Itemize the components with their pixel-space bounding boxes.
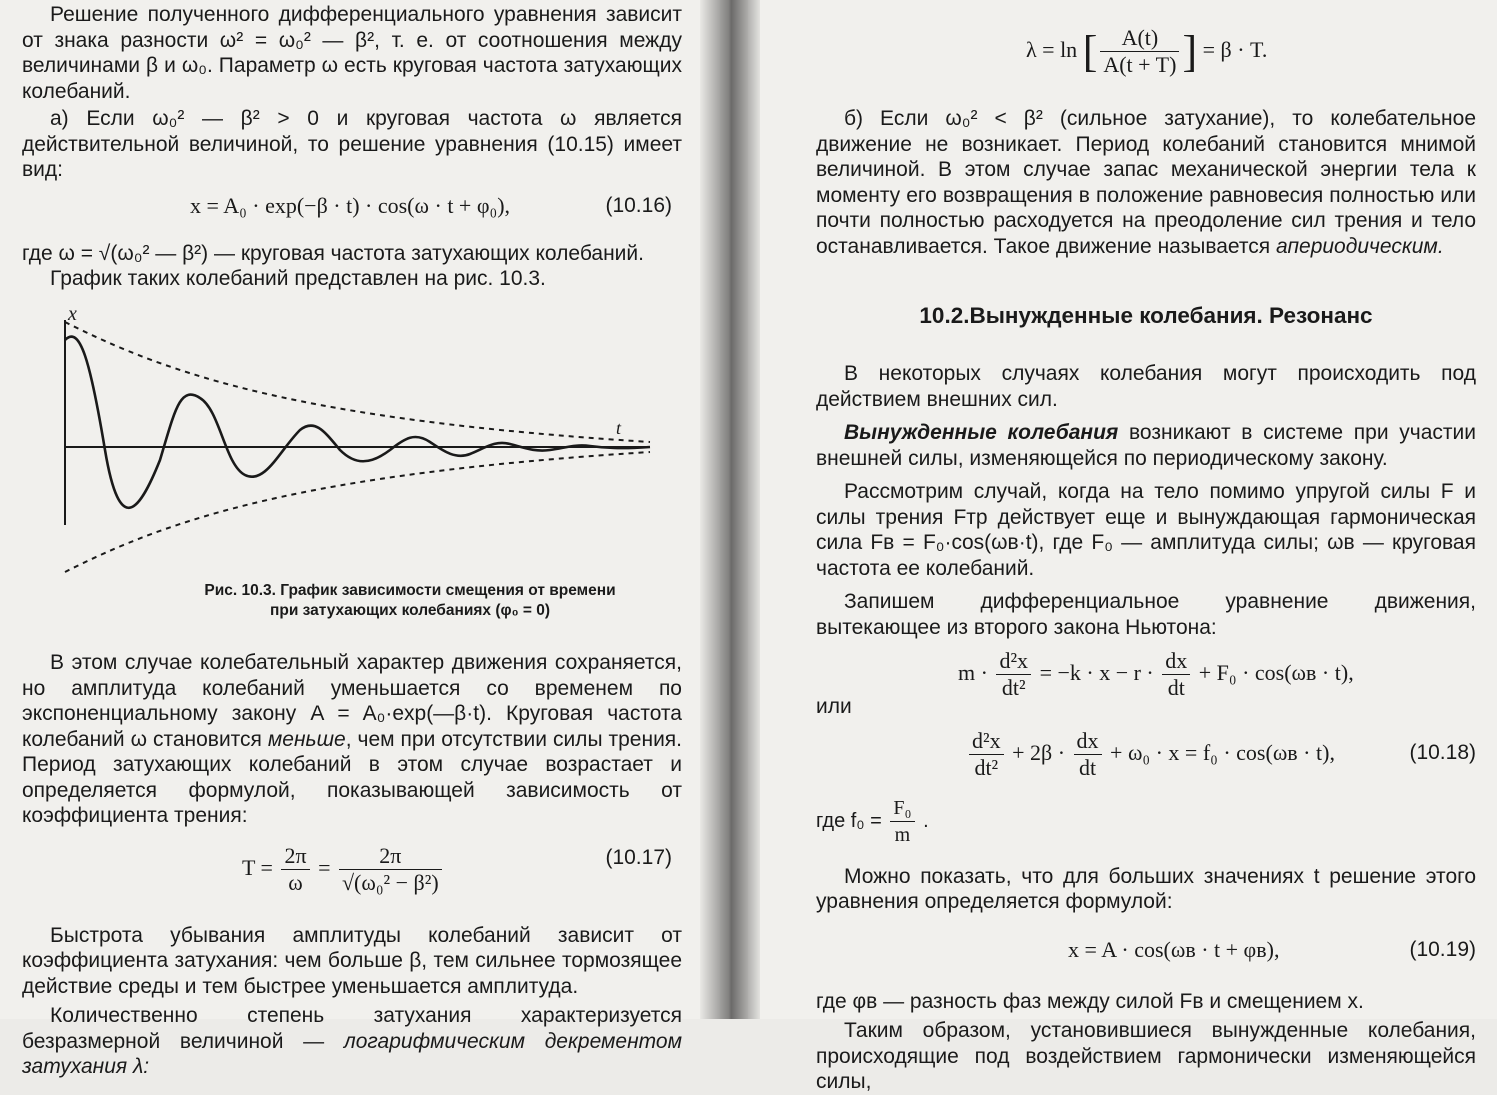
paragraph: Быстрота убывания амплитуды колебаний зависит от коэффициента затухания: чем больше β, тем сильнее тормозящее действие среды и тем быстрее уменьшается амплитуда.	[22, 923, 682, 998]
right-page	[748, 0, 1497, 1093]
bracket-left: [	[1082, 26, 1098, 76]
left-text-block	[22, 2, 682, 292]
upper-envelope	[65, 322, 650, 442]
numerator: 2π	[281, 843, 309, 870]
axis-x-label: x	[68, 303, 77, 325]
numerator: F₀	[890, 795, 914, 822]
paragraph: Можно показать, что для больших значениях t решение этого уравнения определяется формулой:	[816, 864, 1476, 913]
caption-line: Рис. 10.3. График зависимости смещения от времени	[204, 582, 616, 599]
emphasis: Вынужденные колебания	[844, 421, 1119, 444]
text: , чем при отсутствии силы трения. Период затухающих колебаний в этом случае возрастает и определяется формулой, показывающей зависимость от коэффициента трения:	[22, 727, 683, 827]
numerator: A(t)	[1100, 25, 1179, 52]
formula-text	[1026, 10, 1267, 92]
damped-oscillation-figure	[50, 300, 670, 540]
denominator: dt	[1167, 675, 1185, 701]
fraction	[890, 795, 914, 848]
numerator: d²x	[996, 648, 1031, 675]
formula-part: = −k · x − r ·	[1039, 660, 1154, 685]
equation-number: (10.19)	[1409, 937, 1476, 961]
paragraph: Таким образом, установившиеся вынужденные колебания, происходящие под воздействием гармонически изменяющейся силы,	[816, 1019, 1476, 1093]
fraction	[1100, 25, 1179, 78]
denominator: dt²	[1001, 675, 1026, 701]
formula-f0	[816, 792, 1476, 850]
fraction	[339, 843, 442, 896]
text: возникают в системе при участии внешней силы, изменяющейся по периодическому закону.	[816, 421, 1476, 470]
paragraph: где ω = √(ω₀² — β²) — круговая частота затухающих колебаний.	[22, 241, 644, 265]
fraction	[1074, 728, 1102, 781]
formula-part: =	[318, 854, 331, 880]
emphasis: апериодическим.	[1276, 234, 1444, 258]
denominator: A(t + T)	[1103, 52, 1177, 78]
denominator: dt	[1078, 754, 1097, 780]
formula-lambda	[816, 10, 1476, 90]
numerator: 2π	[339, 843, 442, 870]
paragraph	[816, 106, 1476, 259]
formula-text	[966, 720, 1335, 786]
paragraph: В некоторых случаях колебания могут происходить под действием внешних сил.	[816, 362, 1476, 411]
numerator: dx	[1074, 728, 1102, 755]
equation-number: (10.18)	[1409, 740, 1476, 764]
numerator: d²x	[969, 728, 1004, 755]
denominator: dt²	[974, 754, 999, 780]
text: В этом случае колебательный характер движения сохраняется, но амплитуда колебаний уменьшается со временем по экспоненциальному закону A = A₀·exp(—β·t). Круговая частота колебаний ω становится	[22, 651, 682, 751]
formula-text: x = A₀ · exp(−β · t) · cos(ω · t + φ₀),	[190, 192, 511, 218]
axis-t-label: t	[616, 418, 622, 438]
paragraph: Решение полученного дифференциального уравнения зависит от знака разности ω² = ω₀² — β², т. е. от соотношения между величинами β и ω₀. Параметр ω есть круговая частота затухающих колебаний.	[22, 3, 682, 103]
formula-part: m ·	[958, 660, 988, 685]
fraction	[281, 843, 309, 896]
paragraph: а) Если ω₀² — β² > 0 и круговая частота ω является действительной величиной, то решение уравнения (10.15) имеет вид:	[22, 107, 682, 181]
equation-number: (10.17)	[605, 845, 672, 869]
formula-part: = β · T.	[1202, 37, 1268, 62]
paragraph: Запишем дифференциальное уравнение движения, вытекающее из второго закона Ньютона:	[816, 590, 1476, 639]
paragraph: где φв — разность фаз между силой Fв и смещением x.	[816, 989, 1364, 1013]
equation-number: (10.16)	[605, 193, 672, 217]
formula-part: λ = ln	[1026, 37, 1078, 62]
paragraph: Рассмотрим случай, когда на тело помимо упругой силы F и силы трения Fтр действует еще и вынуждающая гармоническая сила Fв = F₀·cos(ωв·t), где F₀ — амплитуда силы; ωв — круговая частота ее колебаний.	[816, 480, 1476, 580]
denominator: m	[894, 823, 911, 846]
book-spine-shadow	[700, 0, 760, 1019]
formula-part: + F₀ · cos(ωв · t),	[1198, 660, 1354, 685]
fraction	[996, 648, 1031, 701]
fraction	[1162, 648, 1190, 701]
formula-10-19	[816, 933, 1476, 967]
formula-newton	[816, 640, 1476, 706]
formula-part: где f₀ =	[816, 809, 882, 832]
denominator: ω	[288, 869, 303, 895]
lower-envelope	[65, 452, 650, 572]
section-heading: 10.2.Вынужденные колебания. Резонанс	[919, 303, 1373, 328]
paragraph	[816, 420, 1476, 471]
formula-10-17	[22, 833, 682, 903]
text: Количественно степень затухания характеризуется безразмерной величиной —	[22, 1004, 682, 1053]
formula-10-18	[816, 720, 1476, 786]
damped-wave	[65, 337, 650, 508]
emphasis: логарифмическим декрементом затухания λ:	[22, 1029, 682, 1078]
bracket-right: ]	[1182, 26, 1198, 76]
numerator: dx	[1162, 648, 1190, 675]
formula-part: + ω₀ · x = f₀ · cos(ωв · t),	[1110, 739, 1335, 765]
formula-part: T =	[242, 854, 273, 880]
left-page	[0, 0, 720, 1078]
formula-10-16	[22, 189, 682, 223]
caption-line: при затухающих колебаниях (φ₀ = 0)	[269, 602, 550, 619]
figure-caption	[160, 581, 660, 621]
fraction	[969, 728, 1004, 781]
paragraph	[22, 1003, 682, 1080]
paragraph: График таких колебаний представлен на рис. 10.3.	[50, 267, 546, 290]
left-text-block-2	[22, 650, 682, 1080]
formula-text	[242, 833, 445, 903]
formula-text: x = A · cos(ωв · t + φв),	[1068, 936, 1280, 962]
formula-text	[816, 792, 929, 850]
emphasis: меньше	[267, 727, 346, 751]
paragraph: или	[816, 695, 852, 718]
paragraph	[22, 650, 682, 829]
formula-part: + 2β ·	[1012, 739, 1066, 765]
denominator: √(ω₀² − β²)	[341, 869, 439, 895]
text: б) Если ω₀² < β² (сильное затухание), то колебательное движение не возникает. Период колебаний становится мнимой величиной. В этом случае запас механической энергии тела к моменту его возвращения в положение равновесия полностью или почти полностью расходуется на преодоление сил трения и тело останавливается. Такое движение называется	[816, 107, 1476, 258]
formula-text	[958, 640, 1354, 706]
right-text-block	[816, 10, 1476, 1095]
formula-part: .	[923, 809, 929, 832]
